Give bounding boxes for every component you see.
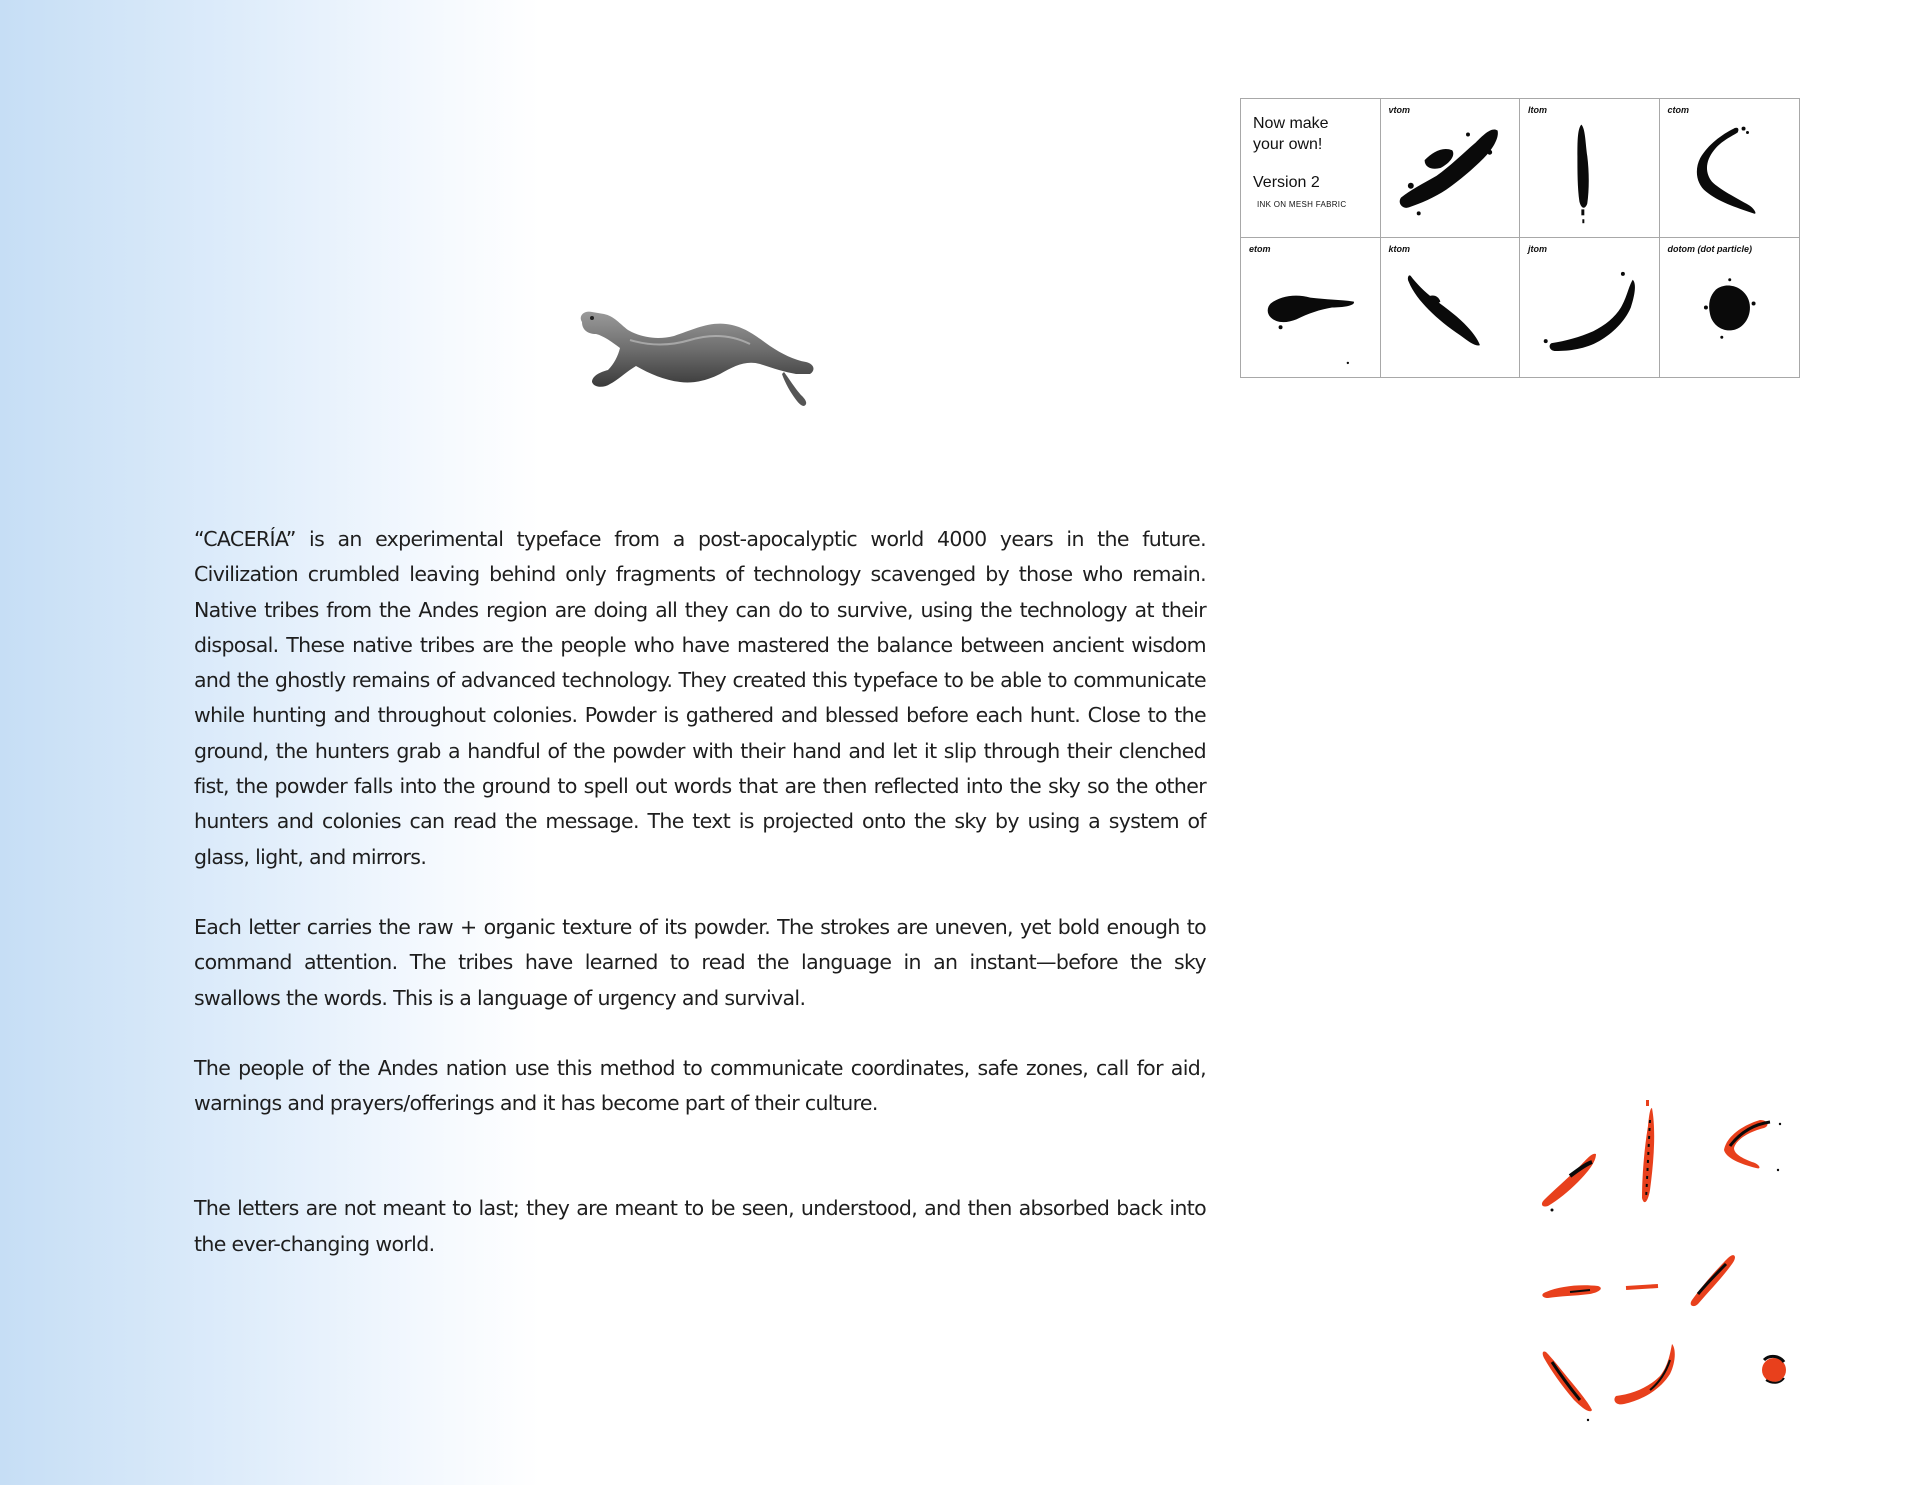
paragraph-texture: Each letter carries the raw + organic texture of its powder. The strokes are uneven, yet bold enough to command attention. The tribes have learned to read the language in an instant—before the sky swallows the words. This is a language of urgency and survival. [194, 914, 1206, 1010]
ltom-glyph [1520, 99, 1659, 237]
sampler-vtom [1542, 1154, 1596, 1212]
glyph-label: jtom [1528, 244, 1547, 254]
jtom-glyph [1520, 238, 1659, 377]
sampler-etom [1542, 1285, 1658, 1298]
sampler-ctom [1724, 1120, 1781, 1171]
vtom-glyph [1381, 99, 1520, 237]
glyph-label: ltom [1528, 105, 1547, 115]
medium-label: INK ON MESH FABRIC [1257, 200, 1347, 209]
glyph-label: vtom [1388, 105, 1411, 115]
glyph-cell-ltom [1520, 99, 1660, 238]
paragraph-culture: The people of the Andes nation use this method to communicate coordinates, safe zones, call for aid, warnings and prayers/offerings and it has become part of their culture. [194, 1055, 1206, 1116]
sampler-ktom-2 [1543, 1351, 1592, 1421]
glyph-label: etom [1249, 244, 1271, 254]
sampler-jtom [1614, 1344, 1674, 1404]
leaping-jaguar-figure [570, 300, 820, 410]
glyph-label: ktom [1388, 244, 1411, 254]
glyph-cell-ctom [1660, 99, 1800, 238]
glyph-cell-ktom [1381, 238, 1521, 377]
glyph-cell-vtom [1381, 99, 1521, 238]
glyph-cell-dotom [1660, 238, 1800, 377]
glyph-label: ctom [1667, 105, 1690, 115]
sampler-ktom [1691, 1255, 1735, 1306]
glyph-template-grid [1240, 98, 1800, 378]
intro-line-1: Now make [1253, 115, 1329, 132]
intro-line-2: your own! [1253, 136, 1323, 153]
grid-intro-cell [1241, 99, 1381, 238]
ktom-glyph [1381, 238, 1520, 377]
colored-glyph-sampler [1530, 1090, 1830, 1430]
dotom-glyph [1660, 238, 1800, 377]
glyph-label: dotom (dot particle) [1667, 244, 1752, 254]
version-label: Version 2 [1253, 174, 1320, 191]
glyph-cell-jtom [1520, 238, 1660, 377]
ctom-glyph [1660, 99, 1800, 237]
sampler-dotom [1762, 1356, 1786, 1382]
paragraph-ephemeral: The letters are not meant to last; they are meant to be seen, understood, and then absorbed back into the ever-changing world. [194, 1196, 1206, 1256]
description-text [194, 522, 1206, 1262]
glyph-cell-etom [1241, 238, 1381, 377]
etom-glyph [1241, 238, 1380, 377]
paragraph-origin: “CACERÍA” is an experimental typeface from a post-apocalyptic world 4000 years in the future. Civilization crumbled leaving behind only fragments of technology scavenged by those who remain. Native tribes from the Andes region are doing all they can do to survive, using the technology at their disposal. These native tribes are the people who have mastered the balance between ancient wisdom and the ghostly remains of advanced technology. They created this typeface to be able to communicate while hunting and throughout colonies. Powder is gathered and blessed before each hunt. Close to the ground, the hunters grab a handful of the powder with their hand and let it slip through their clenched fist, the powder falls into the ground to spell out words that are then reflected into the sky so the other hunters and colonies can read the message. The text is projected onto the sky by using a system of glass, light, and mirrors. [194, 527, 1206, 869]
sampler-ltom [1642, 1100, 1654, 1202]
